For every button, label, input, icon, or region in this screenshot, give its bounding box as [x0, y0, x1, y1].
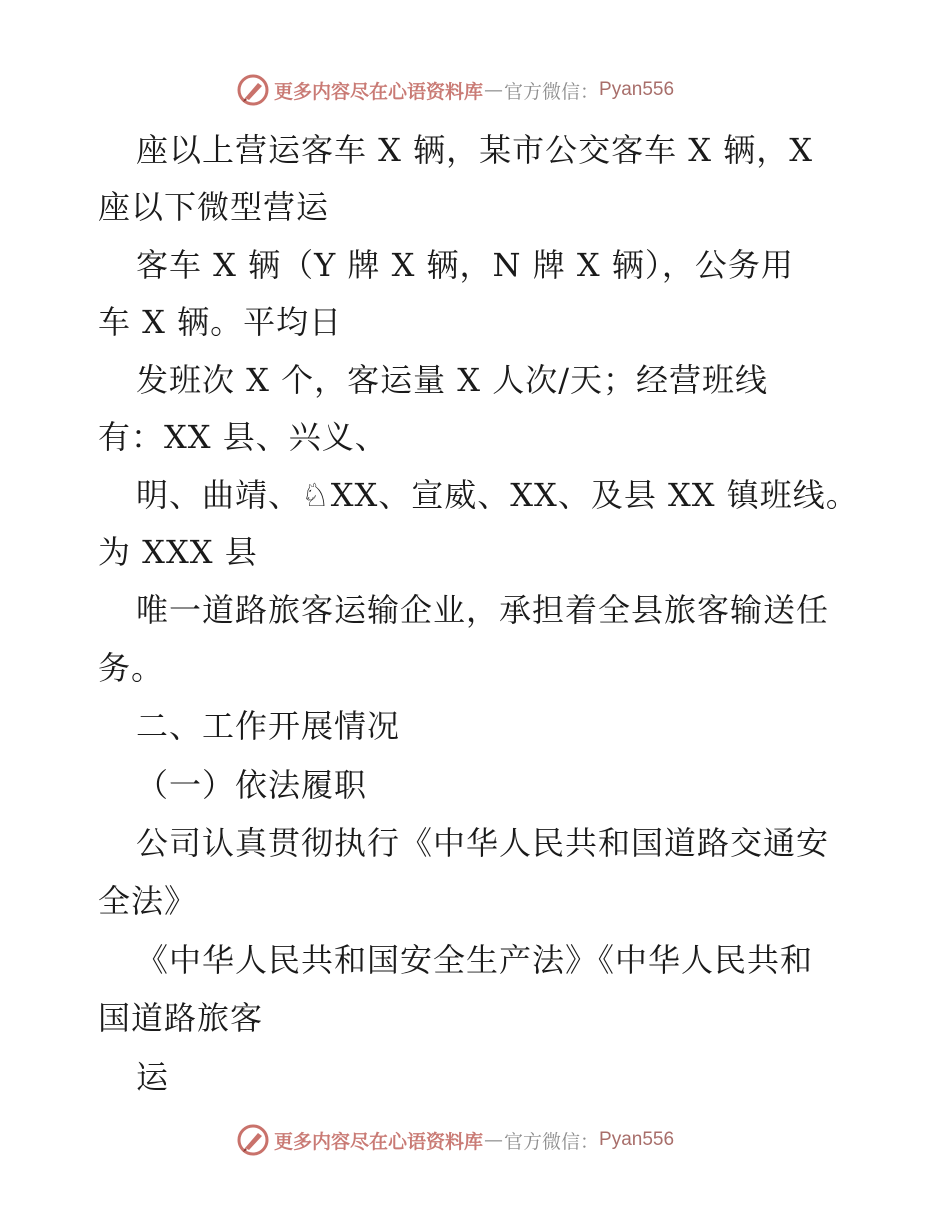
watermark-main-text: 更多内容尽在心语资料库 — [274, 1130, 484, 1153]
subsection-heading: （一）依法履职 — [136, 766, 368, 804]
watermark-main-text: 更多内容尽在心语资料库 — [274, 80, 484, 103]
pen-logo-icon — [236, 1123, 270, 1157]
text-line: 有：XX 县、兴义、 — [98, 418, 388, 456]
pen-logo-icon — [236, 73, 270, 107]
text-line: 座以上营运客车 X 辆，某市公交客车 X 辆，X — [136, 131, 814, 169]
text-line: 公司认真贯彻执行《中华人民共和国道路交通安 — [136, 824, 830, 862]
watermark-sub-text: 官方微信： — [504, 1130, 600, 1153]
text-line: 务。 — [98, 649, 165, 687]
text-line: 唯一道路旅客运输企业，承担着全县旅客输送任 — [136, 591, 830, 629]
footer-watermark — [236, 1122, 674, 1158]
text-line: 发班次 X 个，客运量 X 人次/天；经营班线 — [136, 361, 769, 399]
text-line: 国道路旅客 — [98, 999, 264, 1037]
section-heading: 二、工作开展情况 — [136, 707, 401, 745]
watermark-dash: — — [484, 1129, 504, 1151]
text-line: 座以下微型营运 — [98, 188, 330, 226]
watermark-wechat-id: Pyan556 — [599, 79, 675, 100]
text-line: 为 XXX 县 — [98, 533, 258, 571]
text-line: 客车 X 辆（Y 牌 X 辆，N 牌 X 辆），公务用 — [136, 246, 794, 284]
watermark-sub-text: 官方微信： — [504, 80, 600, 103]
watermark-wechat-id: Pyan556 — [599, 1129, 675, 1150]
header-watermark — [236, 72, 674, 108]
text-line: 明、曲靖、♘XX、宣威、XX、及县 XX 镇班线。 — [136, 476, 859, 514]
text-line: 车 X 辆。平均日 — [98, 303, 343, 341]
text-line: 全法》 — [98, 882, 198, 920]
text-line: 运 — [136, 1058, 170, 1096]
watermark-dash: — — [484, 79, 504, 101]
text-line: 《中华人民共和国安全生产法》《中华人民共和 — [136, 941, 814, 979]
